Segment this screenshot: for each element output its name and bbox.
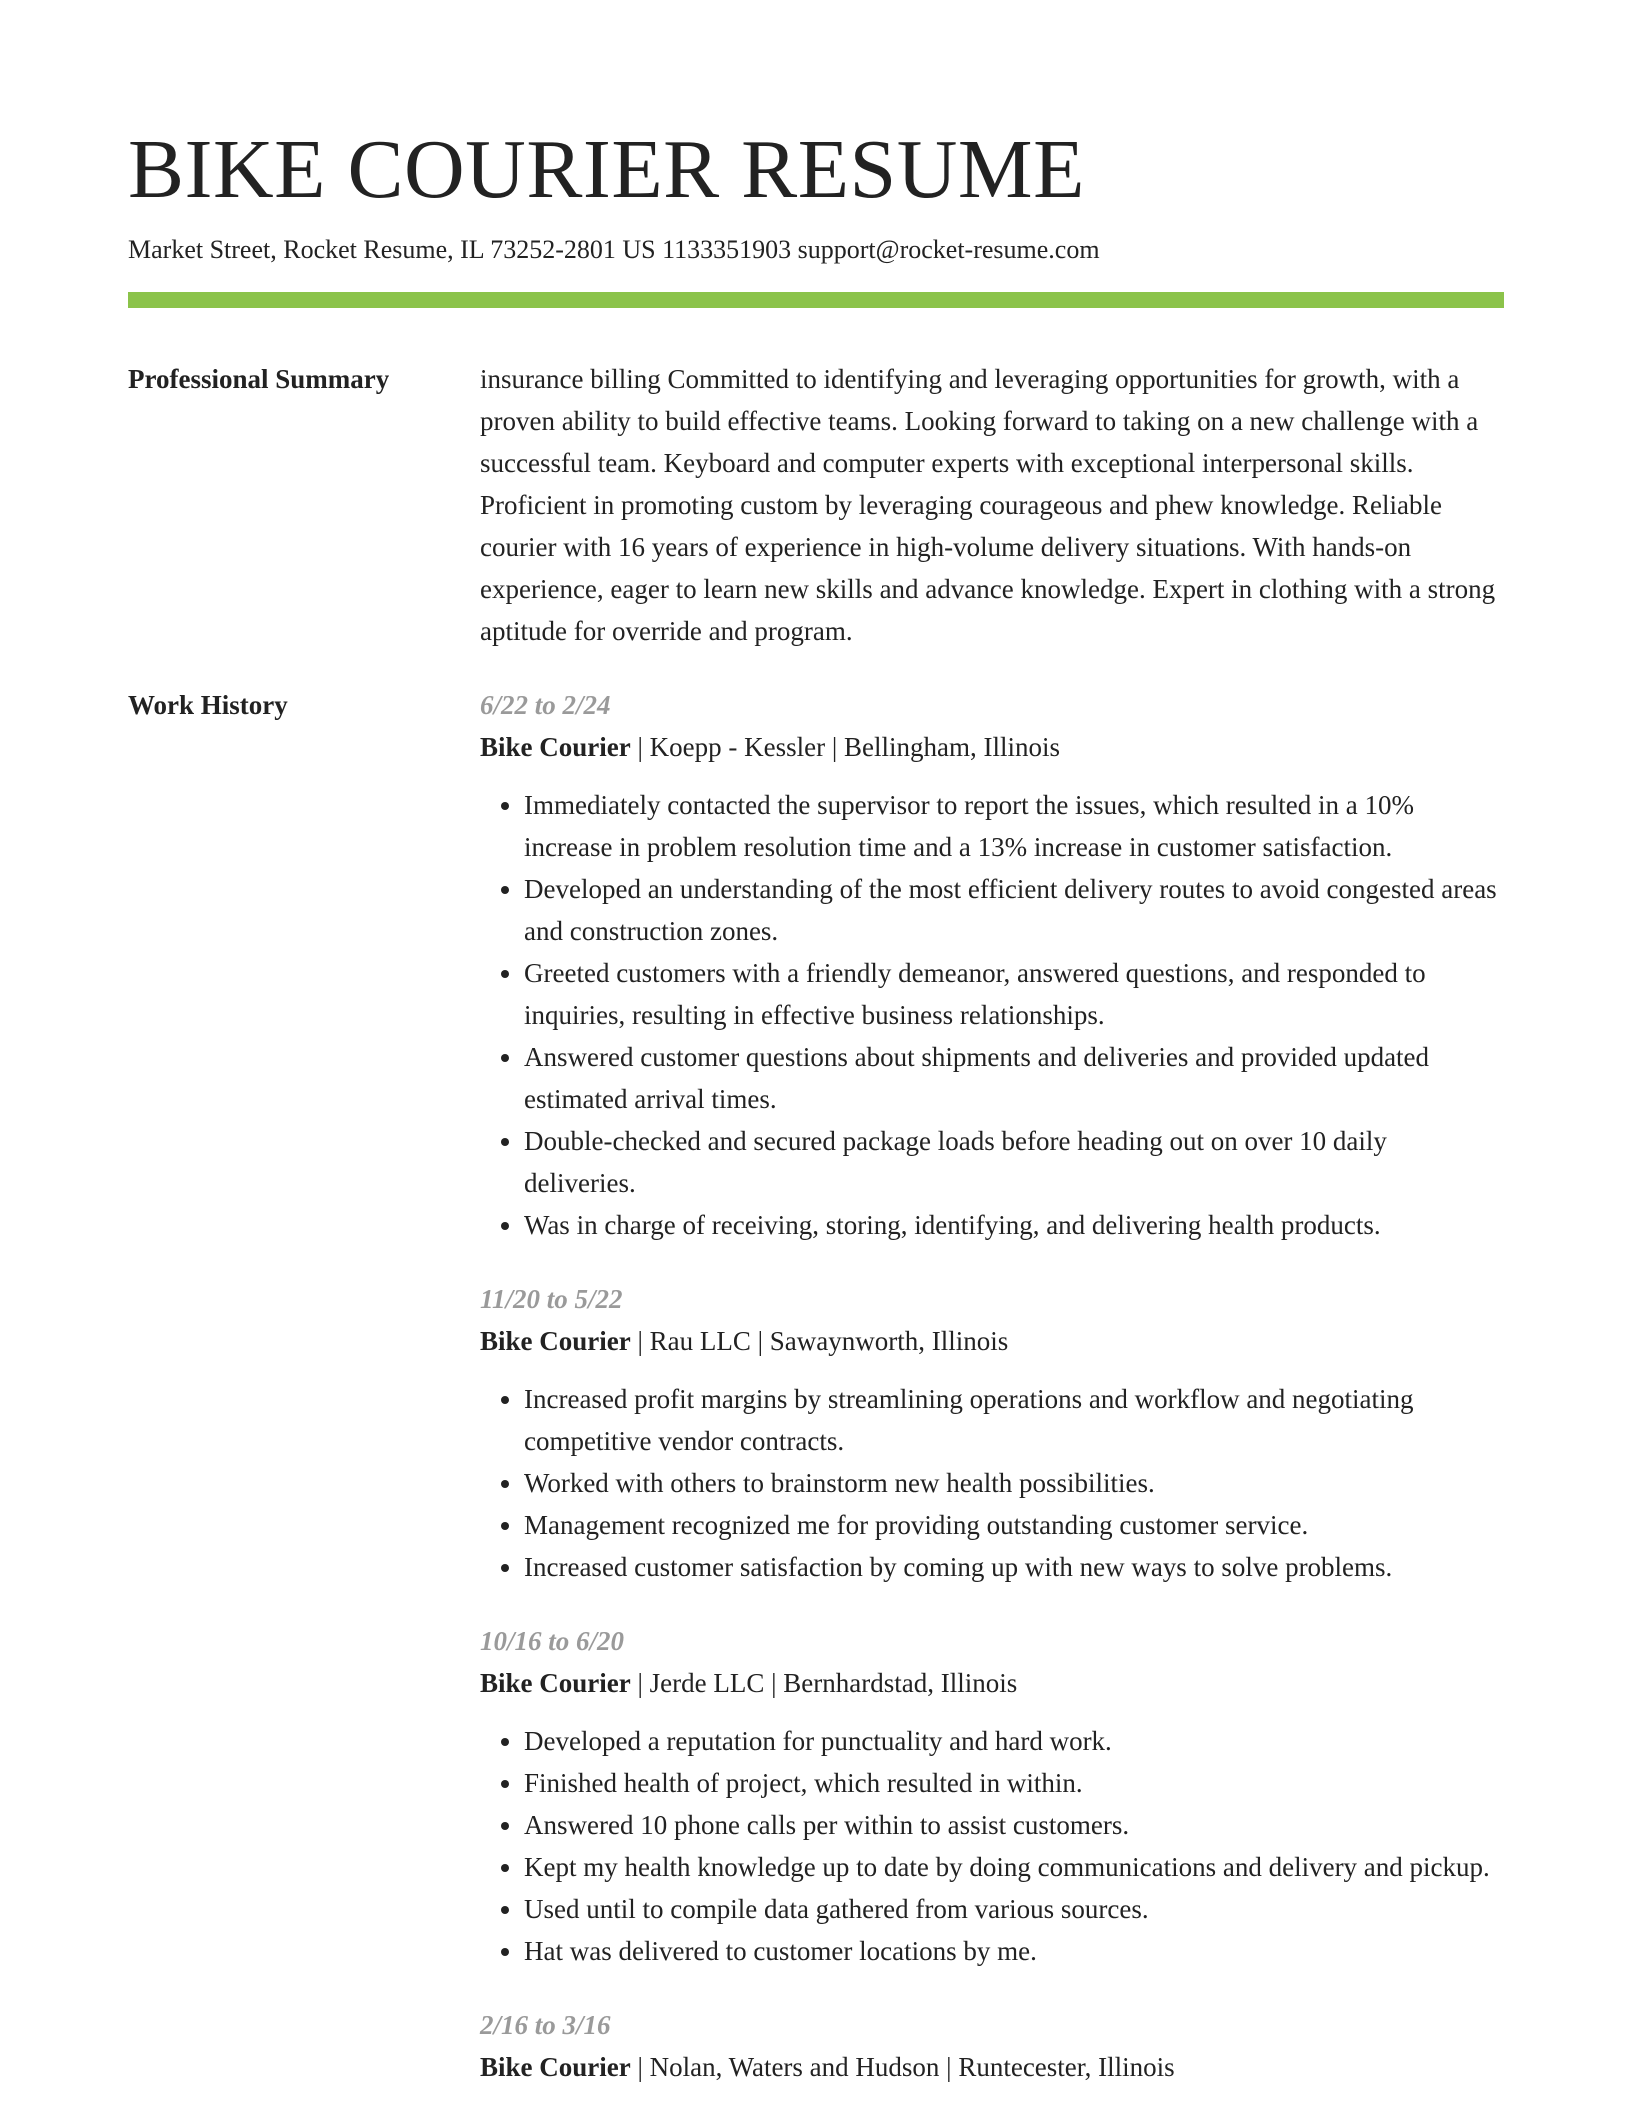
job-bullets <box>480 1720 1504 1972</box>
job-bullet: • Worked with others to brainstorm new health possibilities. <box>524 1462 1504 1504</box>
job-details: | Nolan, Waters and Hudson | Runtecester, Illinois <box>630 2052 1175 2082</box>
job-title: Bike Courier <box>480 1668 631 1698</box>
job-heading <box>480 1320 1504 1362</box>
job-entry <box>480 1620 1504 1972</box>
job-dates: 2/16 to 3/16 <box>480 2010 611 2040</box>
job-bullet: • Developed an understanding of the most efficient delivery routes to avoid congested areas and construction zones. <box>524 868 1504 952</box>
summary-heading: Professional Summary <box>128 364 390 394</box>
summary-text: insurance billing Committed to identifying and leveraging opportunities for growth, with a proven ability to build effective teams. Looking forward to taking on a new challenge with a successful team. Keyboard and computer experts with exceptional interpersonal skills. Proficient in promoting custom by leveraging courageous and phew knowledge. Reliable courier with 16 years of experience in high-volume delivery situations. With hands-on experience, eager to learn new skills and advance knowledge. Expert in clothing with a strong aptitude for override and program. <box>480 364 1496 646</box>
job-bullet: • Was in charge of receiving, storing, identifying, and delivering health products. <box>524 1204 1504 1246</box>
work-history-section <box>128 684 1504 2120</box>
job-title: Bike Courier <box>480 732 631 762</box>
resume-title: BIKE COURIER RESUME <box>128 123 1085 216</box>
job-heading <box>480 2046 1504 2088</box>
resume-page <box>128 0 1504 2120</box>
job-dates: 10/16 to 6/20 <box>480 1626 625 1656</box>
job-title: Bike Courier <box>480 2052 631 2082</box>
job-dates: 11/20 to 5/22 <box>480 1284 623 1314</box>
job-details: | Jerde LLC | Bernhardstad, Illinois <box>630 1668 1018 1698</box>
job-bullet: • Greeted customers with a friendly demeanor, answered questions, and responded to inquiries, resulting in effective business relationships. <box>524 952 1504 1036</box>
job-bullet: • Management recognized me for providing outstanding customer service. <box>524 1504 1504 1546</box>
job-bullet: • Kept my health knowledge up to date by doing communications and delivery and pickup. <box>524 1846 1504 1888</box>
job-bullet: • Immediately contacted the supervisor to report the issues, which resulted in a 10% increase in problem resolution time and a 13% increase in customer satisfaction. <box>524 784 1504 868</box>
job-entry <box>480 684 1504 1246</box>
job-dates: 6/22 to 2/24 <box>480 690 611 720</box>
job-details: | Rau LLC | Sawaynworth, Illinois <box>630 1326 1009 1356</box>
accent-divider <box>128 292 1504 308</box>
job-bullets <box>480 1378 1504 1588</box>
job-bullet: • Hat was delivered to customer locations by me. <box>524 1930 1504 1972</box>
job-bullet: • Increased profit margins by streamlining operations and workflow and negotiating competitive vendor contracts. <box>524 1378 1504 1462</box>
job-bullet: • Double-checked and secured package loads before heading out on over 10 daily deliveries. <box>524 1120 1504 1204</box>
summary-section <box>128 358 1504 652</box>
job-details: | Koepp - Kessler | Bellingham, Illinois <box>630 732 1060 762</box>
job-bullet: • Answered 10 phone calls per within to assist customers. <box>524 1804 1504 1846</box>
job-bullet: • Used until to compile data gathered from various sources. <box>524 1888 1504 1930</box>
work-history-heading: Work History <box>128 690 288 720</box>
job-entry <box>480 1278 1504 1588</box>
job-heading <box>480 1662 1504 1704</box>
job-bullet: • Finished health of project, which resulted in within. <box>524 1762 1504 1804</box>
job-bullet: • Increased customer satisfaction by coming up with new ways to solve problems. <box>524 1546 1504 1588</box>
job-title: Bike Courier <box>480 1326 631 1356</box>
job-list <box>480 684 1504 2120</box>
contact-line: Market Street, Rocket Resume, IL 73252-2801 US 1133351903 support@rocket-resume.com <box>128 235 1100 264</box>
job-bullet: • Developed a reputation for punctuality and hard work. <box>524 1720 1504 1762</box>
job-bullets <box>480 784 1504 1246</box>
job-entry <box>480 2004 1504 2088</box>
job-bullet: • Answered customer questions about shipments and deliveries and provided updated estimated arrival times. <box>524 1036 1504 1120</box>
job-heading <box>480 726 1504 768</box>
